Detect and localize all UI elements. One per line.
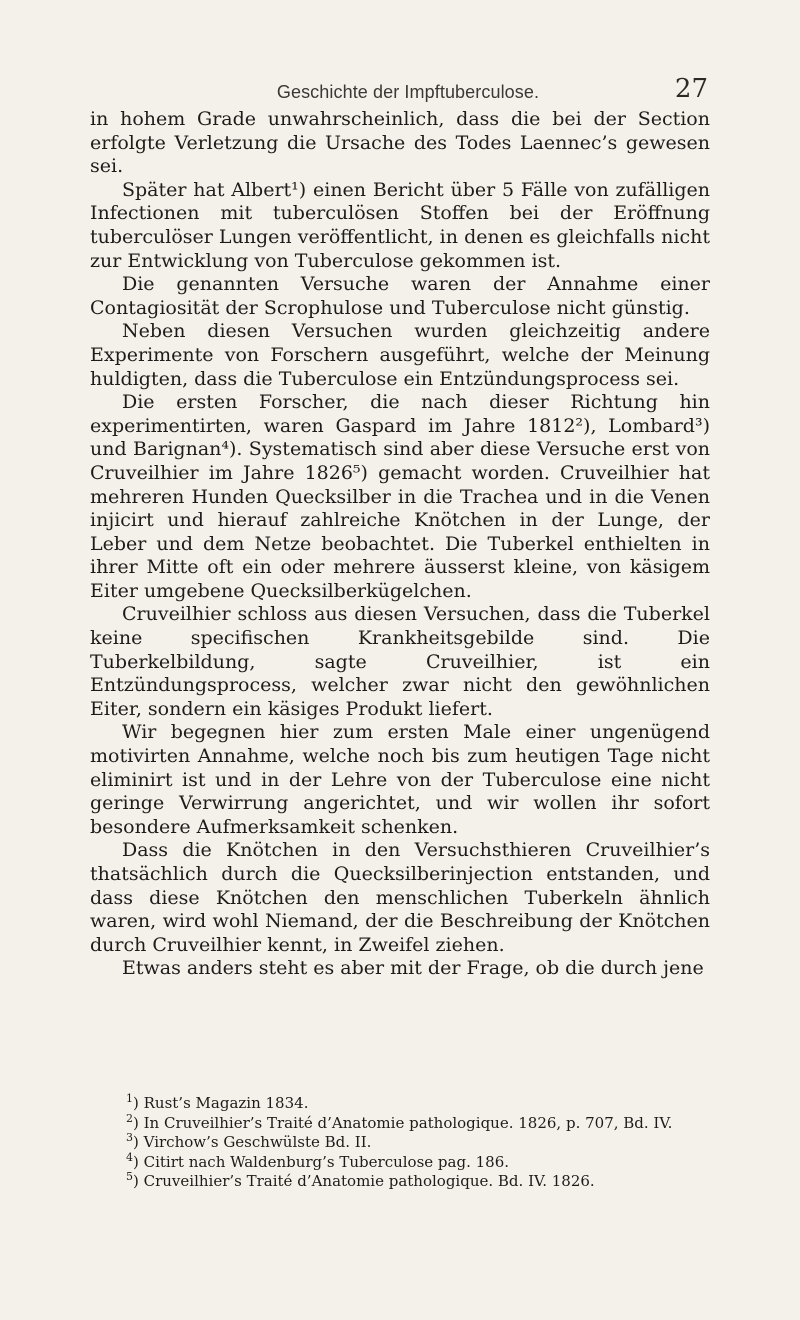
footnote: $^1$) Rust’s Magazin 1834. bbox=[126, 1092, 309, 1112]
paragraph: Etwas anders steht es aber mit der Frage, ob die durch jene bbox=[122, 957, 704, 980]
footnote-mark: 4 bbox=[126, 1150, 133, 1164]
body-text bbox=[90, 108, 710, 981]
footnote-mark: 5 bbox=[126, 1170, 133, 1183]
paragraph: Die ersten Forscher, die nach dieser Richtung hin experimentirten, waren Gaspard im Jahre 1812²), Lombard³) und Barignan⁴). Systematisch sind aber diese Versuche erst von Cruveilhier im Jahre 1826⁵) gemacht worden. Cruveilhier hat mehreren Hunden Quecksilber in die Trachea und in die Venen injicirt und hierauf zahlreiche Knötchen in der Lunge, der Leber und dem Netze beobachtet. Die Tuberkel enthielten in ihrer Mitte oft ein oder mehrere äusserst kleine, von käsigem Eiter umgebene Quecksilberkügelchen. bbox=[90, 391, 710, 602]
footnote: $^5$) Cruveilhier’s Traité d’Anatomie pathologique. Bd. IV. 1826. bbox=[126, 1170, 595, 1190]
page-number: 27 bbox=[674, 74, 708, 104]
footnote-mark: 1 bbox=[126, 1092, 133, 1105]
page-header bbox=[108, 74, 708, 108]
footnote: $^4$) Citirt nach Waldenburg’s Tuberculose pag. 186. bbox=[126, 1150, 510, 1171]
footnote-text: Virchow’s Geschwülste Bd. II. bbox=[143, 1133, 372, 1151]
running-title: Geschichte der Impftuberculose. bbox=[276, 82, 540, 102]
footnote: $^2$) In Cruveilhier’s Traité d’Anatomie pathologique. 1826, p. 707, Bd. IV. bbox=[126, 1111, 673, 1132]
footnote-mark: 3 bbox=[126, 1131, 133, 1144]
paragraph: Cruveilhier schloss aus diesen Versuchen, dass die Tuberkel keine specifischen Krankheitsgebilde sind. Die Tuberkelbildung, sagte Cruveilhier, ist ein Entzündungsprocess, welcher zwar nicht den gewöhnlichen Eiter, sondern ein käsiges Produkt liefert. bbox=[90, 603, 710, 720]
footnote: $^3$) Virchow’s Geschwülste Bd. II. bbox=[126, 1131, 372, 1151]
paragraph: Neben diesen Versuchen wurden gleichzeitig andere Experimente von Forschern ausgeführt, welche der Meinung huldigten, dass die Tuberculose ein Entzündungsprocess sei. bbox=[90, 320, 710, 390]
footnote-mark: 2 bbox=[126, 1111, 133, 1125]
footnote-text: In Cruveilhier’s Traité d’Anatomie pathologique. 1826, p. 707, Bd. IV. bbox=[143, 1113, 673, 1132]
footnotes bbox=[126, 1094, 710, 1192]
paragraph: Wir begegnen hier zum ersten Male einer ungenügend motivirten Annahme, welche noch bis zum heutigen Tage nicht eliminirt ist und in der Lehre von der Tuberculose eine nicht geringe Verwirrung angerichtet, und wir wollen ihr sofort besondere Aufmerksamkeit schenken. bbox=[90, 721, 710, 838]
paragraph: Die genannten Versuche waren der Annahme einer Contagiosität der Scrophulose und Tuberculose nicht günstig. bbox=[90, 273, 710, 319]
paragraph: Dass die Knötchen in den Versuchsthieren Cruveilhier’s thatsächlich durch die Quecksilberinjection entstanden, und dass diese Knötchen den menschlichen Tuberkeln ähnlich waren, wird wohl Niemand, der die Beschreibung der Knötchen durch Cruveilhier kennt, in Zweifel ziehen. bbox=[90, 839, 710, 956]
paragraph: Später hat Albert¹) einen Bericht über 5 Fälle von zufälligen Infectionen mit tuberculösen Stoffen bei der Eröffnung tuberculöser Lungen veröffentlicht, in denen es gleichfalls nicht zur Entwicklung von Tuberculose gekommen ist. bbox=[90, 178, 710, 272]
footnote-text: Cruveilhier’s Traité d’Anatomie pathologique. Bd. IV. 1826. bbox=[143, 1172, 595, 1190]
footnote-text: Citirt nach Waldenburg’s Tuberculose pag. 186. bbox=[143, 1152, 510, 1171]
footnote-text: Rust’s Magazin 1834. bbox=[143, 1094, 309, 1112]
paragraph: in hohem Grade unwahrscheinlich, dass die bei der Section erfolgte Verletzung die Ursache des Todes Laennec’s gewesen sei. bbox=[90, 108, 710, 178]
